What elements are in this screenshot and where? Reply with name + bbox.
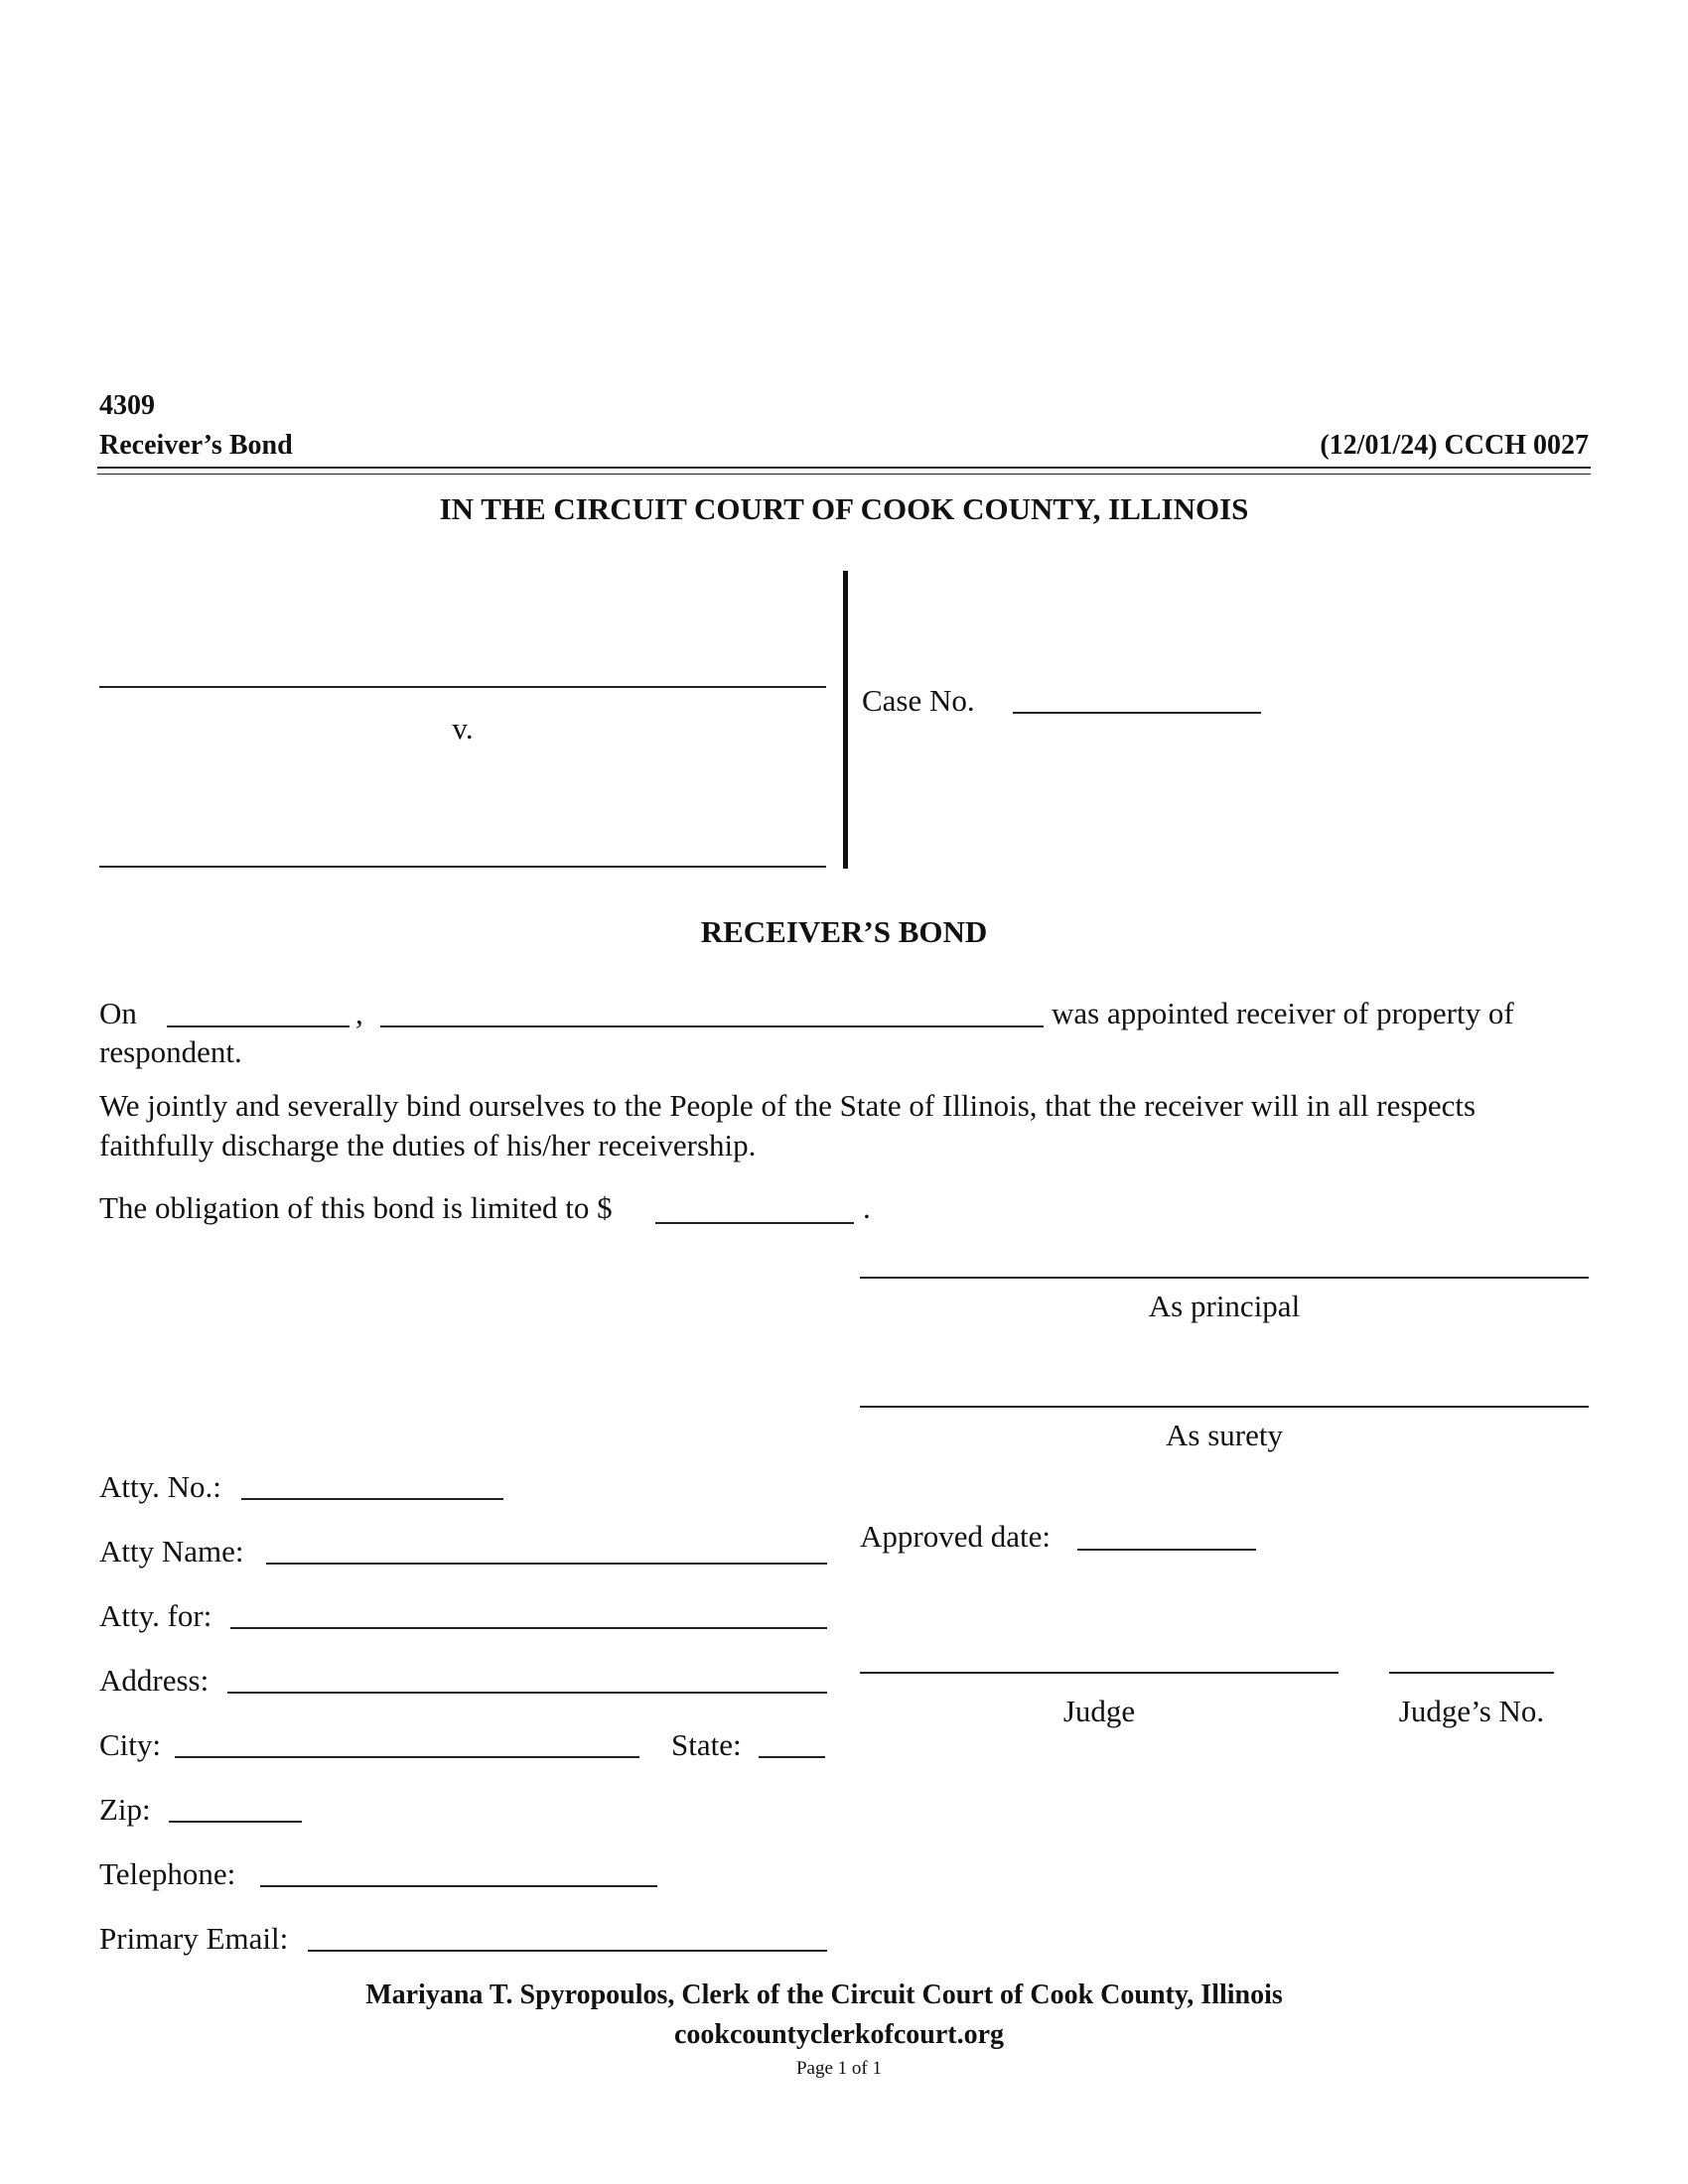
zip-label: Zip: (99, 1792, 151, 1827)
obligation-period: . (863, 1190, 871, 1225)
document-title: RECEIVER’S BOND (700, 914, 988, 949)
court-title: IN THE CIRCUIT COURT OF COOK COUNTY, ILLINOIS (439, 491, 1249, 526)
appointed-text: was appointed receiver of property of (1052, 996, 1514, 1030)
page-number: Page 1 of 1 (795, 2058, 882, 2079)
surety-label: As surety (1166, 1418, 1283, 1452)
judge-no-label: Judge’s No. (1398, 1694, 1545, 1728)
atty-name-field[interactable] (266, 1563, 827, 1565)
bind-paragraph: We jointly and severally bind ourselves to the People of the State of Illinois, that the receiver will in all respects faithfully discharge the duties of his/her receivership. (99, 1088, 1477, 1162)
zip-field[interactable] (169, 1821, 302, 1823)
state-field[interactable] (759, 1756, 825, 1758)
approved-date-label: Approved date: (860, 1519, 1051, 1554)
obligation-text: The obligation of this bond is limited to $ (99, 1190, 613, 1225)
on-label: On (99, 996, 137, 1030)
receiver-name-field[interactable] (380, 1025, 1044, 1027)
principal-label: As principal (1148, 1289, 1301, 1323)
atty-no-field[interactable] (241, 1498, 503, 1500)
obligation-amount-field[interactable] (655, 1222, 854, 1224)
surety-signature-line[interactable] (860, 1406, 1589, 1408)
versus-label: v. (452, 711, 474, 746)
caption-divider (843, 571, 848, 869)
header-rule-bottom (97, 474, 1591, 475)
form-number: 4309 (99, 390, 155, 421)
email-field[interactable] (308, 1950, 827, 1952)
atty-for-field[interactable] (230, 1627, 827, 1629)
form-code: (12/01/24) CCCH 0027 (1320, 430, 1589, 461)
respondent-text: respondent. (99, 1034, 242, 1069)
atty-for-label: Atty. for: (99, 1598, 212, 1633)
email-label: Primary Email: (99, 1921, 289, 1956)
judge-label: Judge (1062, 1694, 1136, 1728)
form-title: Receiver’s Bond (99, 430, 293, 461)
address-label: Address: (99, 1663, 210, 1698)
telephone-label: Telephone: (99, 1856, 236, 1891)
footer-clerk: Mariyana T. Spyropoulos, Clerk of the Circuit Court of Cook County, Illinois (365, 1979, 1283, 2010)
plaintiff-line[interactable] (99, 686, 826, 688)
address-field[interactable] (227, 1692, 827, 1694)
atty-no-label: Atty. No.: (99, 1469, 221, 1504)
judge-signature-line[interactable] (860, 1672, 1338, 1674)
city-field[interactable] (175, 1756, 639, 1758)
appointment-date-field[interactable] (167, 1025, 350, 1027)
approved-date-field[interactable] (1077, 1549, 1256, 1551)
judge-no-line[interactable] (1389, 1672, 1554, 1674)
state-label: State: (671, 1727, 742, 1762)
case-no-field[interactable] (1013, 712, 1261, 714)
case-no-label: Case No. (862, 683, 975, 718)
comma: , (355, 996, 363, 1030)
principal-signature-line[interactable] (860, 1277, 1589, 1279)
header-rule-top (97, 467, 1591, 469)
footer-website[interactable]: cookcountyclerkofcourt.org (673, 2019, 1005, 2050)
defendant-line[interactable] (99, 866, 826, 868)
city-label: City: (99, 1727, 162, 1762)
telephone-field[interactable] (260, 1885, 657, 1887)
atty-name-label: Atty Name: (99, 1534, 244, 1569)
